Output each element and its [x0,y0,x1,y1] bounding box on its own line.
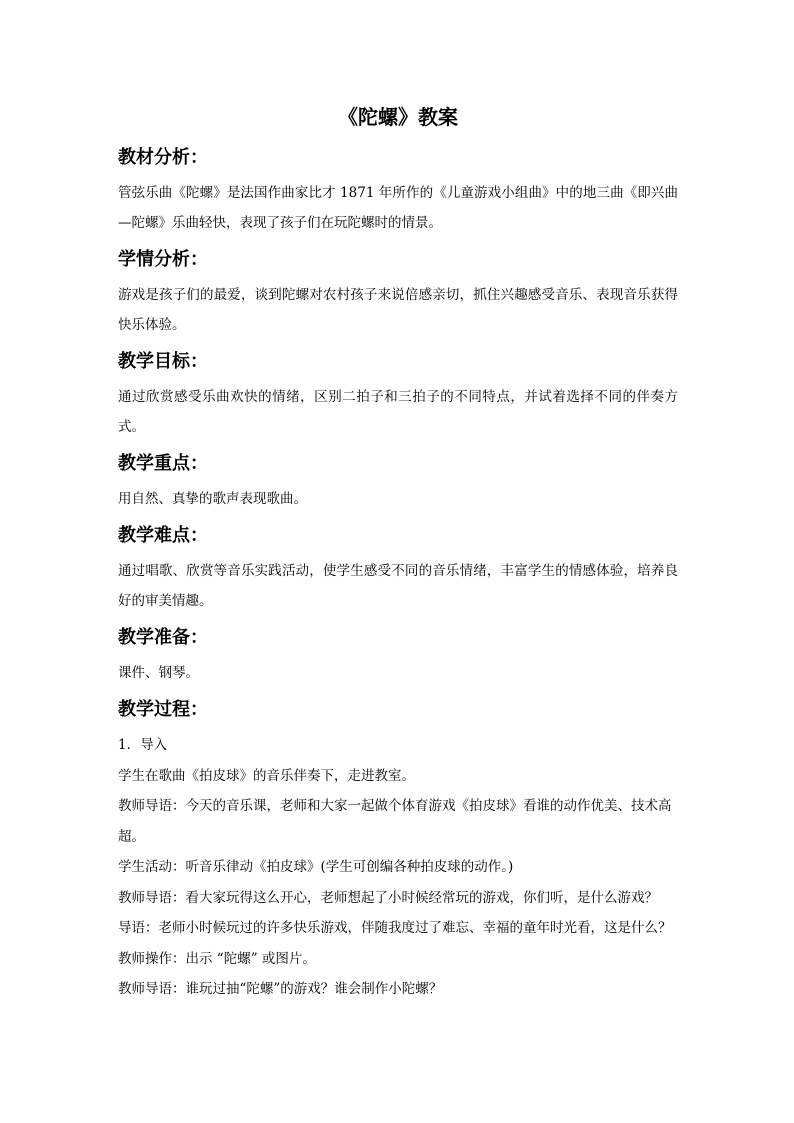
section-preparation [118,624,678,688]
process-line: 教师导语：今天的音乐课，老师和大家一起做个体育游戏《拍皮球》看谁的动作优美、技术高超。 [118,798,672,845]
section-text: 课件、钢琴。 [118,665,199,681]
process-line: 教师操作：出示 “陀螺” 或图片。 [118,950,316,967]
section-key-points [118,450,678,514]
section-text: 用自然、真挚的歌声表现歌曲。 [118,491,307,507]
section-learner-analysis [118,246,678,340]
document-title: 《陀螺》教案 [338,105,458,129]
section-heading: 教材分析： [118,147,208,168]
section-objectives [118,348,678,442]
section-text: 游戏是孩子们的最爱，谈到陀螺对农村孩子来说倍感亲切，抓住兴趣感受音乐、表现音乐获得快乐体验。 [118,287,678,333]
process-line: 导语：老师小时候玩过的许多快乐游戏，伴随我度过了难忘、幸福的童年时光看，这是什么？ [118,920,672,936]
section-heading: 教学过程： [118,699,208,720]
section-difficulties [118,522,678,616]
process-line: 教师导语：看大家玩得这么开心，老师想起了小时候经常玩的游戏，你们听，是什么游戏？ [118,889,658,906]
section-heading: 教学准备： [118,627,208,648]
process-line: 教师导语：谁玩过抽“陀螺”的游戏？谁会制作小陀螺？ [118,981,443,997]
process-line: 1．导入 [118,737,168,753]
section-heading: 学情分析： [118,249,208,270]
section-heading: 教学重点： [118,453,208,474]
section-process [118,696,678,1005]
document-page [118,102,678,1005]
section-text: 通过唱歌、欣赏等音乐实践活动，使学生感受不同的音乐情绪，丰富学生的情感体验，培养良好的审美情趣。 [118,563,678,609]
process-line: 学生活动：听音乐律动《拍皮球》(学生可创编各种拍皮球的动作。) [118,859,514,875]
section-heading: 教学目标： [118,351,208,372]
section-text: 管弦乐曲《陀螺》是法国作曲家比才 1871 年所作的《儿童游戏小组曲》中的地三曲《即兴曲—陀螺》乐曲轻快，表现了孩子们在玩陀螺时的情景。 [118,185,678,231]
section-text: 通过欣赏感受乐曲欢快的情绪，区别二拍子和三拍子的不同特点，并试着选择不同的伴奏方式。 [118,389,678,435]
section-materials [118,144,678,238]
section-heading: 教学难点： [118,525,208,546]
process-line: 学生在歌曲《拍皮球》的音乐伴奏下，走进教室。 [118,767,415,784]
